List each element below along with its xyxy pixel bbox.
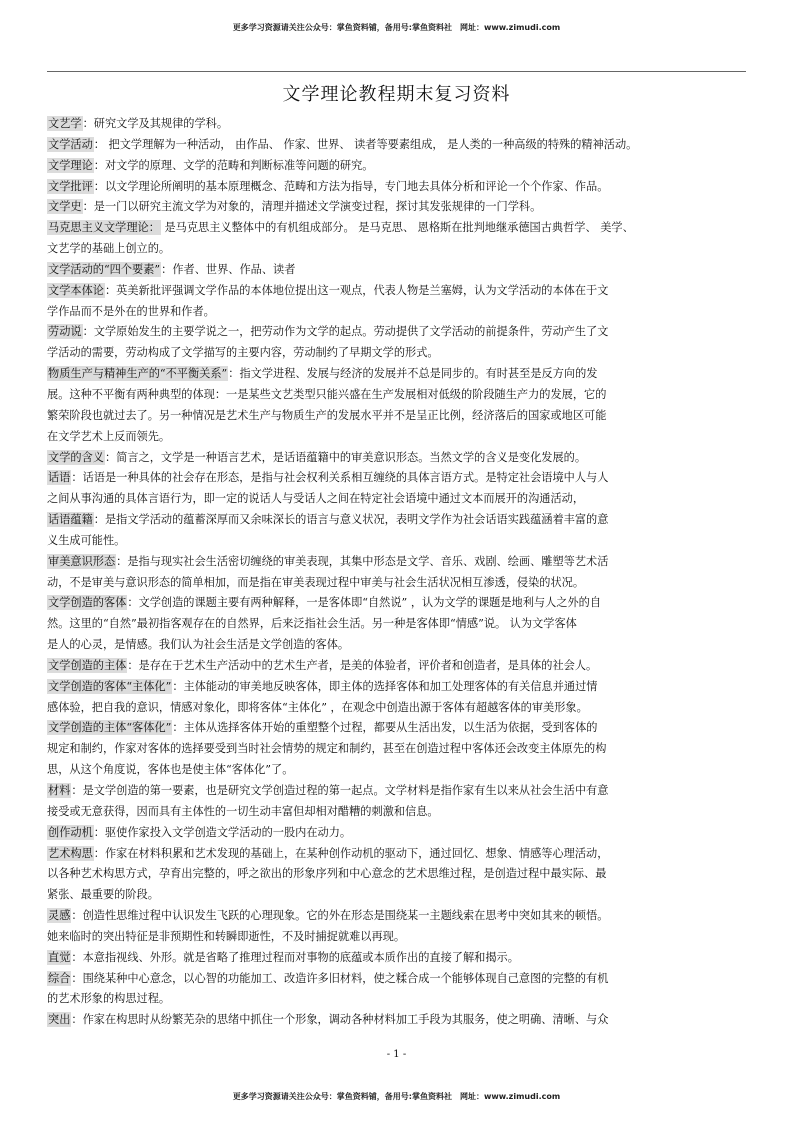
- footer-banner: 更多学习资源请关注公众号：掌鱼资料铺，备用号:掌鱼资料社 网址：www.zimudi.com: [232, 1092, 561, 1101]
- term-highlight: 创作动机: [48, 825, 93, 839]
- term-highlight: 文学活动的“四个要素”: [48, 262, 161, 276]
- line-text: 义生成可能性。: [47, 533, 126, 547]
- text-line: [47, 1010, 752, 1031]
- line-text: ：创造性思维过程中认识发生飞跃的心理现象。它的外在形态是围绕某一主题线索在思考中突如其来的顿悟。: [71, 909, 609, 923]
- term-highlight: 文学的含义: [48, 450, 104, 464]
- text-line: [47, 906, 752, 927]
- text-line: [47, 427, 752, 448]
- line-text: ：围绕某种中心意念，以心智的功能加工、改造许多旧材料，使之糅合成一个能够体现自己意图的完整的有机: [71, 971, 609, 985]
- header-banner: 更多学习资源请关注公众号：掌鱼资料铺，备用号:掌鱼资料社 网址：www.zimudi.com: [232, 23, 561, 32]
- text-line: [47, 718, 752, 739]
- term-highlight: 直觉: [48, 950, 71, 964]
- text-line: [47, 364, 752, 385]
- text-line: [47, 614, 752, 635]
- line-text: 她来临时的突出特征是非预期性和转瞬即逝性，不及时捕捉就难以再现。: [47, 929, 406, 943]
- text-line: [47, 114, 752, 135]
- term-highlight: 马克思主义文学理论：: [48, 221, 160, 235]
- text-line: [47, 802, 752, 823]
- line-text: ：主体能动的审美地反映客体，即主体的选择客体和加工处理客体的有关信息并通过情: [172, 679, 598, 693]
- text-line: [47, 864, 752, 885]
- line-text: ：话语是一种具体的社会存在形态，是指与社会权利关系相互缠绕的具体言语方式。是特定社会语境中人与人: [71, 471, 609, 485]
- text-line: [47, 448, 752, 469]
- line-text: ：作家在材料积累和艺术发现的基础上，在某种创作动机的驱动下，通过回忆、想象、情感等心理活动，: [93, 846, 609, 860]
- line-text: 学活动的需要，劳动构成了文学描写的主要内容，劳动制约了早期文学的形式。: [47, 346, 439, 360]
- term-highlight: 突出: [48, 1013, 71, 1027]
- line-text: ：是存在于艺术生产活动中的艺术生产者，是美的体验者，评价者和创造者，是具体的社会人。: [127, 658, 598, 672]
- text-line: [47, 531, 752, 552]
- line-text: ：是文学创造的第一要素，也是研究文学创造过程的第一起点。文学材料是指作家有生以来从社会生活中有意: [71, 784, 609, 797]
- line-text: ：对文学的原理、文学的范畴和判断标准等问题的研究。: [93, 158, 374, 172]
- term-highlight: 物质生产与精神生产的“不平衡关系”: [48, 367, 228, 381]
- line-text: 感体验，把自我的意识，情感对象化，即将客体“主体化” ，在观念中创造出源于客体有超越客体的审美形象。: [47, 700, 588, 714]
- term-highlight: 文学创造的主体: [48, 658, 127, 672]
- text-line: [47, 156, 752, 177]
- text-line: [47, 781, 752, 802]
- text-line: [47, 343, 752, 364]
- text-line: [47, 635, 752, 656]
- text-line: [47, 135, 752, 156]
- page-title: 文学理论教程期末复习资料: [282, 84, 511, 105]
- text-line: [47, 948, 752, 969]
- text-line: [47, 489, 752, 510]
- line-text: ：英美新批评强调文学作品的本体地位提出这一观点，代表人物是兰塞姆，认为文学活动的本体在于文: [104, 283, 609, 297]
- line-text: ：主体从选择客体开始的重塑整个过程，都要从生活出发，以生活为依据，受到客体的: [172, 721, 598, 735]
- term-highlight: 综合: [48, 971, 71, 985]
- term-highlight: 文学理论: [48, 158, 93, 172]
- line-text: 以各种艺术构思方式，孕育出完整的，呼之欲出的形象序列和中心意念的艺术思维过程，是创造过程中最实际、最: [47, 867, 607, 881]
- line-text: ：驱使作家投入文学创造文学活动的一股内在动力。: [93, 825, 352, 839]
- term-highlight: 文学创造的客体: [48, 596, 127, 610]
- text-line: [47, 177, 752, 198]
- term-highlight: 文学创造的主体“客体化”: [48, 721, 172, 735]
- line-text: ： 把文学理解为一种活动， 由作品、 作家、世界、 读者等要素组成， 是人类的一种高级的特殊的精神活动。: [93, 137, 638, 151]
- term-highlight: 文学活动: [48, 137, 93, 151]
- line-text: 规定和制约，作家对客体的选择要受到当时社会情势的规定和制约，甚至在创造过程中客体还会改变主体原先的构: [47, 742, 607, 756]
- term-highlight: 文艺学: [48, 117, 82, 130]
- line-text: 然。这里的“自然”最初指客观存在的自然界，后来泛指社会生活。另一种是客体即“情感”说。 认为文学客体: [47, 617, 577, 631]
- line-text: 紧张、最重要的阶段。: [47, 888, 159, 902]
- term-highlight: 话语: [48, 471, 71, 485]
- text-line: [47, 760, 752, 781]
- line-text: 之间从事沟通的具体言语行为，即一定的说话人与受话人之间在特定社会语境中通过文本而展开的沟通活动，: [47, 492, 585, 506]
- line-text: 思，从这个角度说，客体也是使主体“客体化”了。: [47, 763, 294, 777]
- text-line: [47, 739, 752, 760]
- text-line: [47, 698, 752, 719]
- text-line: [47, 239, 752, 260]
- line-text: ：以文学理论所阐明的基本原理概念、范畴和方法为指导，专门地去具体分析和评论一个个作家、作品。: [93, 179, 609, 193]
- term-highlight: 文学本体论: [48, 283, 104, 297]
- term-highlight: 灵感: [48, 909, 71, 923]
- line-text: ：简言之，文学是一种语言艺术，是话语蕴籍中的审美意识形态。当然文学的含义是变化发展的。: [104, 450, 587, 464]
- text-line: [47, 573, 752, 594]
- line-text: 在文学艺术上反而领先。: [47, 429, 171, 443]
- term-highlight: 文学史: [48, 200, 82, 214]
- line-text: ：作者、世界、作品、读者: [161, 262, 296, 276]
- line-text: 的艺术形象的构思过程。: [47, 992, 171, 1006]
- text-line: [47, 885, 752, 906]
- header-divider: [47, 71, 746, 72]
- text-line: [47, 677, 752, 698]
- text-line: [47, 969, 752, 990]
- line-text: 是人的心灵，是情感。我们认为社会生活是文学创造的客体。: [47, 638, 350, 652]
- line-text: 学作品而不是外在的世界和作者。: [47, 304, 215, 318]
- line-text: ：作家在构思时从纷繁芜杂的思绪中抓住一个形象，调动各种材料加工手段为其服务，使之明确、清晰、与众: [71, 1013, 609, 1027]
- text-line: [47, 385, 752, 406]
- text-line: [47, 406, 752, 427]
- text-line: [47, 989, 752, 1010]
- term-highlight: 劳动说: [48, 325, 82, 339]
- term-highlight: 材料: [48, 784, 71, 797]
- text-line: [47, 593, 752, 614]
- line-text: ：文学原始发生的主要学说之一，把劳动作为文学的起点。劳动提供了文学活动的前提条件，劳动产生了文: [82, 325, 609, 339]
- page-number: - 1 -: [386, 1049, 407, 1060]
- text-line: [47, 260, 752, 281]
- text-line: [47, 927, 752, 948]
- text-line: [47, 656, 752, 677]
- text-line: [47, 552, 752, 573]
- text-line: [47, 510, 752, 531]
- term-highlight: 文学创造的客体“主体化”: [48, 679, 172, 693]
- line-text: 接受或无意获得，因而具有主体性的一切生动丰富但却相对醋糟的刺激和信息。: [47, 804, 439, 818]
- line-text: 是马克思主义整体中的有机组成部分。 是马克思、 恩格斯在批判地继承德国古典哲学、 美学、: [160, 221, 634, 235]
- line-text: ：是指与现实社会生活密切缠绕的审美表现，其集中形态是文学、音乐、戏剧、绘画、雕塑等艺术活: [116, 554, 609, 568]
- text-line: [47, 218, 752, 239]
- line-text: ：研究文学及其规律的学科。: [82, 117, 229, 130]
- term-highlight: 文学批评: [48, 179, 93, 193]
- line-text: ：是指文学活动的蕴蓄深厚而又余味深长的语言与意义状况，表明文学作为社会话语实践蕴涵着丰富的意: [93, 513, 609, 527]
- text-line: [47, 281, 752, 302]
- line-text: 繁荣阶段也就过去了。另一种情况是艺术生产与物质生产的发展水平并不是呈正比例，经济落后的国家或地区可能: [47, 408, 607, 422]
- line-text: ：本意指视线、外形。就是省略了推理过程而对事物的底蕴或本质作出的直接了解和揭示。: [71, 950, 519, 964]
- line-text: 文艺学的基础上创立的。: [47, 242, 171, 256]
- text-line: [47, 322, 752, 343]
- line-text: ：指文学进程、发展与经济的发展并不总是同步的。有时甚至是反方向的发: [228, 367, 598, 381]
- document-body: [47, 114, 752, 1031]
- term-highlight: 艺术构思: [48, 846, 93, 860]
- text-line: [47, 823, 752, 844]
- text-line: [47, 468, 752, 489]
- text-line: [47, 302, 752, 323]
- line-text: 动，不是审美与意识形态的简单相加，而是指在审美表现过程中审美与社会生活状况相互渗透，侵染的状况。: [47, 575, 585, 589]
- text-line: [47, 844, 752, 865]
- text-line: [47, 197, 752, 218]
- term-highlight: 审美意识形态: [48, 554, 116, 568]
- term-highlight: 话语蕴籍: [48, 513, 93, 527]
- line-text: ：文学创造的课题主要有两种解释，一是客体即“自然说” ，认为文学的课题是地利与人之外的自: [127, 596, 602, 610]
- line-text: 展。这种不平衡有两种典型的体现：一是某些文艺类型只能兴盛在生产发展相对低级的阶段随生产力的发展，它的: [47, 387, 607, 401]
- line-text: ：是一门以研究主流文学为对象的，清理并描述文学演变过程，探讨其发张规律的一门学科。: [82, 200, 542, 214]
